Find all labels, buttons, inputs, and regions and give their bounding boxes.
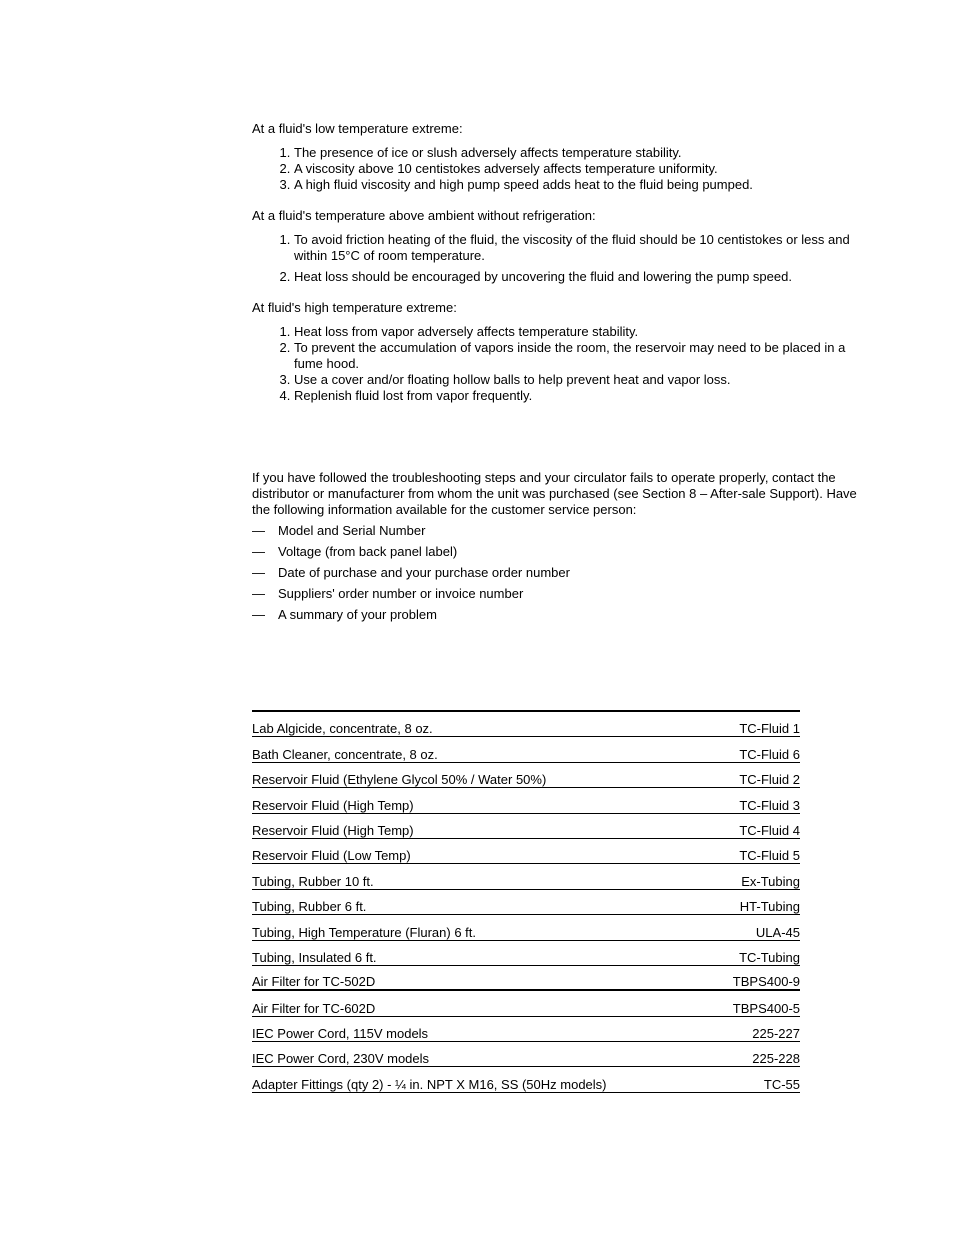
table-row	[252, 1042, 800, 1067]
part-number: TC-Tubing	[739, 949, 800, 965]
dash-bullet: —	[252, 607, 265, 622]
part-number: TC-Fluid 3	[739, 797, 800, 813]
parts-table	[252, 710, 800, 1093]
part-description: Air Filter for TC-502D	[252, 974, 376, 990]
list-item: 1. To avoid friction heating of the fluid, the viscosity of the fluid should be 10 centistokes or less and within 15°C of room temperature.	[294, 232, 872, 264]
part-number: HT-Tubing	[739, 899, 800, 915]
table-row	[252, 941, 800, 966]
part-description: Reservoir Fluid (High Temp)	[252, 797, 414, 813]
list-item	[252, 523, 872, 539]
low-temp-list	[252, 145, 872, 193]
part-number: TC-Fluid 4	[739, 822, 800, 838]
list-item: 2. A viscosity above 10 centistokes adversely affects temperature uniformity.	[294, 161, 872, 177]
list-item: 3. A high fluid viscosity and high pump speed adds heat to the fluid being pumped.	[294, 177, 872, 193]
dash-bullet: —	[252, 586, 265, 601]
table-row	[252, 915, 800, 940]
table-row	[252, 991, 800, 1016]
table-row	[252, 788, 800, 813]
above-ambient-intro: At a fluid's temperature above ambient without refrigeration:	[252, 208, 596, 223]
part-description: Reservoir Fluid (Ethylene Glycol 50% / Water 50%)	[252, 772, 547, 788]
list-item	[252, 586, 872, 602]
list-item	[252, 565, 872, 581]
part-description: Tubing, High Temperature (Fluran) 6 ft.	[252, 924, 476, 940]
list-item-text: A summary of your problem	[278, 607, 437, 622]
above-ambient-list	[252, 232, 872, 285]
list-item: 1. Heat loss from vapor adversely affects temperature stability.	[294, 324, 872, 340]
table-row	[252, 737, 800, 762]
list-item-text: Voltage (from back panel label)	[278, 544, 458, 559]
part-description: Tubing, Insulated 6 ft.	[252, 949, 377, 965]
part-number: TBPS400-5	[732, 1000, 800, 1016]
high-temp-intro: At fluid's high temperature extreme:	[252, 300, 457, 315]
table-row	[252, 864, 800, 889]
list-item: 1. The presence of ice or slush adversely affects temperature stability.	[294, 145, 872, 161]
table-row	[252, 966, 800, 991]
part-number: TC-Fluid 5	[739, 848, 800, 864]
part-description: Adapter Fittings (qty 2) - ¼ in. NPT X M16, SS (50Hz models)	[252, 1076, 607, 1092]
table-row	[252, 1067, 800, 1092]
part-description: Tubing, Rubber 10 ft.	[252, 873, 374, 889]
part-number: TC-Fluid 1	[739, 721, 800, 737]
dash-bullet: —	[252, 544, 265, 559]
table-row	[252, 890, 800, 915]
part-description: Bath Cleaner, concentrate, 8 oz.	[252, 746, 438, 762]
dash-bullet: —	[252, 523, 265, 538]
part-description: Lab Algicide, concentrate, 8 oz.	[252, 721, 433, 737]
table-row	[252, 763, 800, 788]
list-item	[252, 544, 872, 560]
service-info-list	[252, 523, 872, 623]
part-number: TC-Fluid 2	[739, 772, 800, 788]
high-temp-list	[252, 324, 872, 404]
part-description: Reservoir Fluid (Low Temp)	[252, 848, 411, 864]
part-number: TBPS400-9	[732, 974, 800, 990]
list-item-text: Date of purchase and your purchase order number	[278, 565, 570, 580]
part-number: Ex-Tubing	[741, 873, 800, 889]
part-number: TC-Fluid 6	[739, 746, 800, 762]
part-description: IEC Power Cord, 230V models	[252, 1051, 430, 1067]
list-item-text: Suppliers' order number or invoice number	[278, 586, 524, 601]
table-row	[252, 1017, 800, 1042]
low-temp-intro: At a fluid's low temperature extreme:	[252, 121, 463, 136]
table-row	[252, 839, 800, 864]
list-item: 4. Replenish fluid lost from vapor frequently.	[294, 388, 872, 404]
part-description: Tubing, Rubber 6 ft.	[252, 899, 367, 915]
part-number: 225-228	[752, 1051, 800, 1067]
table-row	[252, 814, 800, 839]
service-paragraph: If you have followed the troubleshooting steps and your circulator fails to operate properly, contact the distributor or manufacturer from whom the unit was purchased (see Section 8 – After-sale Support). Have the following information available for the customer service person:	[252, 470, 857, 517]
part-description: Air Filter for TC-602D	[252, 1000, 376, 1016]
list-item: 2. To prevent the accumulation of vapors inside the room, the reservoir may need to be placed in a fume hood.	[294, 340, 872, 372]
part-description: Reservoir Fluid (High Temp)	[252, 822, 414, 838]
dash-bullet: —	[252, 565, 265, 580]
list-item	[252, 607, 872, 623]
part-number: TC-55	[763, 1076, 800, 1092]
list-item: 2. Heat loss should be encouraged by uncovering the fluid and lowering the pump speed.	[294, 269, 872, 285]
table-row	[252, 712, 800, 737]
part-description: IEC Power Cord, 115V models	[252, 1026, 429, 1042]
list-item-text: Model and Serial Number	[278, 523, 426, 538]
part-number: 225-227	[752, 1026, 800, 1042]
document-body	[252, 121, 872, 623]
list-item: 3. Use a cover and/or floating hollow balls to help prevent heat and vapor loss.	[294, 372, 872, 388]
part-number: ULA-45	[755, 924, 800, 940]
